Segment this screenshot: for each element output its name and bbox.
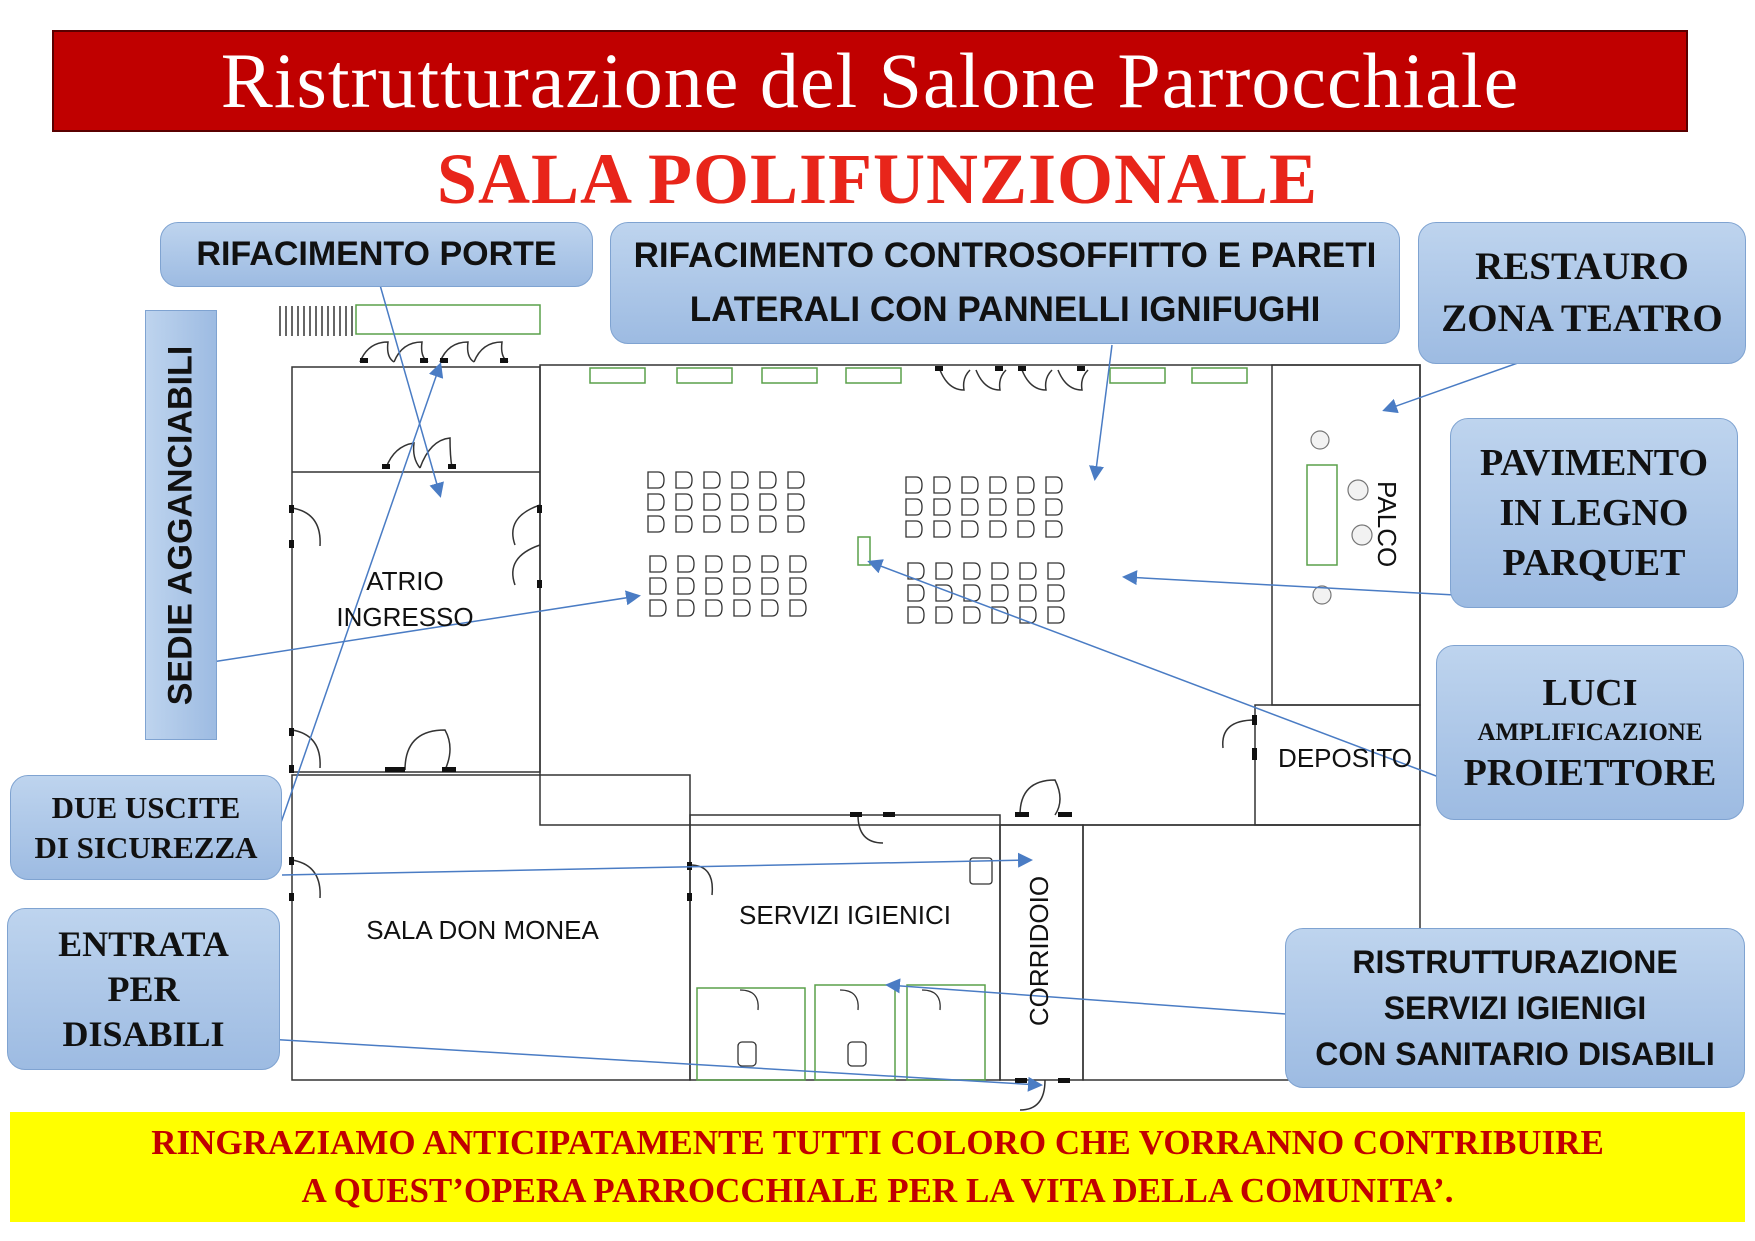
chair-icon (990, 521, 1006, 537)
callout-controsoffitto-line2: LATERALI CON PANNELLI IGNIFUGHI (689, 290, 1321, 329)
chair-icon (1046, 521, 1062, 537)
chair-icon (1020, 607, 1036, 623)
atrio-label (330, 563, 480, 635)
chair-icon (1046, 499, 1062, 515)
callout-servizi (1285, 928, 1745, 1088)
stage-lights-icon (1311, 431, 1372, 604)
chair-icon (678, 600, 694, 616)
chair-icon (1020, 563, 1036, 579)
chair-icon (934, 477, 950, 493)
chair-icon (790, 556, 806, 572)
chair-icon (732, 494, 748, 510)
servizi-igienici-label: SERVIZI IGIENICI (739, 900, 951, 930)
chair-icon (908, 607, 924, 623)
door-icons (292, 342, 1255, 1110)
sala-don-monea-label: SALA DON MONEA (366, 915, 599, 945)
atrio-label-line2: INGRESSO (336, 602, 474, 632)
callout-entrata-line1: ENTRATA (58, 923, 229, 964)
page-title: Ristrutturazione del Salone Parrocchiale (220, 37, 1520, 124)
deposito-label: DEPOSITO (1278, 743, 1412, 773)
chair-icon (706, 556, 722, 572)
chair-icon (762, 578, 778, 594)
chair-icon (704, 472, 720, 488)
chair-icon (1048, 607, 1064, 623)
chair-icon (934, 521, 950, 537)
chair-icon (1020, 585, 1036, 601)
chair-icon (650, 600, 666, 616)
chair-icon (760, 472, 776, 488)
stage-platform (1307, 465, 1337, 565)
callout-entrata-line3: DISABILI (62, 1013, 225, 1054)
callout-controsoffitto-line1: RIFACIMENTO CONTROSOFFITTO E PARETI (633, 236, 1377, 275)
chair-icon (648, 494, 664, 510)
callout-restauro-line2: ZONA TEATRO (1441, 297, 1723, 340)
ramp (356, 305, 540, 334)
chair-icon (788, 494, 804, 510)
callout-servizi-line2: SERVIZI IGIENIGI (1383, 990, 1647, 1026)
chair-icon (762, 600, 778, 616)
chair-icon (906, 499, 922, 515)
callout-servizi-line1: RISTRUTTURAZIONE (1352, 944, 1678, 980)
chair-icon (962, 521, 978, 537)
chair-icon (648, 472, 664, 488)
corridoio-label: CORRIDOIO (1024, 875, 1054, 1027)
chairs-right (906, 477, 1064, 623)
callout-luci-line1: LUCI (1542, 671, 1638, 714)
subtitle: SALA POLIFUNZIONALE (436, 139, 1319, 219)
atrio-label-line1: ATRIO (366, 566, 444, 596)
chair-icon (934, 499, 950, 515)
chair-icon (648, 516, 664, 532)
callout-uscite-line2: DI SICUREZZA (34, 829, 258, 865)
chair-icon (1048, 563, 1064, 579)
chair-icon (906, 521, 922, 537)
chair-icon (678, 556, 694, 572)
chair-icon (704, 516, 720, 532)
footer-line1: RINGRAZIAMO ANTICIPATAMENTE TUTTI COLORO CHE VORRANNO CONTRIBUIRE (151, 1123, 1604, 1162)
chair-icon (760, 516, 776, 532)
callout-luci-line3: PROIETTORE (1463, 751, 1717, 794)
chair-icon (650, 556, 666, 572)
chair-icon (936, 607, 952, 623)
callout-pavimento (1450, 418, 1738, 608)
chair-icon (906, 477, 922, 493)
windows (590, 368, 1247, 383)
palco-label: PALCO (1372, 481, 1402, 568)
callout-controsoffitto (610, 222, 1400, 344)
chair-icon (1046, 477, 1062, 493)
chair-icon (678, 578, 694, 594)
chair-icon (790, 600, 806, 616)
chair-icon (762, 556, 778, 572)
chair-icon (676, 494, 692, 510)
chair-icon (734, 600, 750, 616)
chair-icon (1018, 499, 1034, 515)
chair-icon (908, 585, 924, 601)
callout-pavimento-line2: IN LEGNO (1499, 492, 1689, 534)
chair-icon (706, 600, 722, 616)
callout-sedie-text: SEDIE AGGANCIABILI (161, 345, 200, 705)
chair-icon (676, 472, 692, 488)
footer-line2: A QUEST’OPERA PARROCCHIALE PER LA VITA DELLA COMUNITA’. (301, 1171, 1454, 1210)
callout-sedie (145, 310, 217, 740)
chair-icon (760, 494, 776, 510)
chair-icon (964, 563, 980, 579)
chair-icon (992, 585, 1008, 601)
chair-icon (706, 578, 722, 594)
chair-icon (990, 477, 1006, 493)
chair-icon (1018, 477, 1034, 493)
chair-icon (790, 578, 806, 594)
chair-icon (734, 556, 750, 572)
chair-icon (964, 607, 980, 623)
door-frames (289, 358, 1257, 1083)
chair-icon (732, 516, 748, 532)
callout-servizi-line3: CON SANITARIO DISABILI (1315, 1036, 1715, 1072)
callout-restauro-line1: RESTAURO (1475, 245, 1689, 288)
callout-luci (1436, 645, 1744, 820)
callout-uscite (10, 775, 282, 880)
chair-icon (936, 563, 952, 579)
servizi-room (690, 815, 1000, 1080)
chair-icon (788, 472, 804, 488)
chair-icon (992, 563, 1008, 579)
chair-icon (650, 578, 666, 594)
callout-rifacimento-porte (160, 222, 593, 287)
chair-icon (676, 516, 692, 532)
chair-icon (704, 494, 720, 510)
chair-icon (1018, 521, 1034, 537)
chair-icon (788, 516, 804, 532)
callout-pavimento-line1: PAVIMENTO (1479, 442, 1709, 484)
callout-pavimento-line3: PARQUET (1502, 542, 1686, 584)
chair-icon (990, 499, 1006, 515)
footer-banner (10, 1112, 1745, 1222)
callout-entrata-line2: PER (107, 968, 180, 1009)
callout-rifacimento-porte-text: RIFACIMENTO PORTE (196, 235, 557, 273)
chairs-left (648, 472, 806, 616)
callout-luci-line2: AMPLIFICAZIONE (1477, 718, 1703, 746)
stairs-icon (280, 306, 352, 336)
chair-icon (734, 578, 750, 594)
chair-icon (1048, 585, 1064, 601)
callout-restauro (1418, 222, 1746, 364)
chair-icon (732, 472, 748, 488)
callout-uscite-line1: DUE USCITE (51, 789, 241, 825)
chair-icon (962, 499, 978, 515)
projector (858, 537, 870, 565)
chair-icon (962, 477, 978, 493)
toilet-icons (738, 858, 992, 1066)
callout-entrata (7, 908, 280, 1070)
